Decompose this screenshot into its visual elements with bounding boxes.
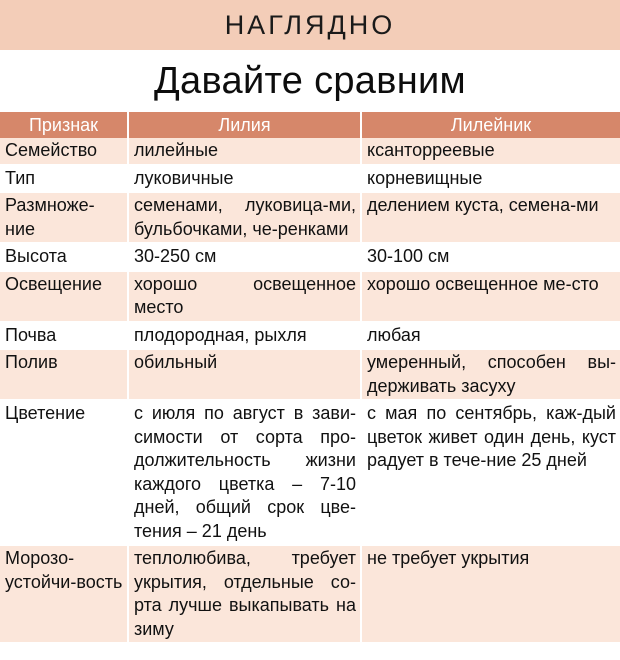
daylily-cell: корневищные — [367, 167, 483, 188]
daylily-cell: ксанторреевые — [361, 138, 620, 165]
table-row — [0, 349, 620, 400]
table-row — [0, 138, 620, 165]
rubric-banner: НАГЛЯДНО — [0, 0, 620, 50]
lily-cell: лилейные — [128, 138, 361, 165]
lily-cell: обильный — [128, 349, 361, 400]
lily-cell: плодородная, рыхля — [128, 322, 361, 350]
table-row — [0, 400, 620, 545]
daylily-cell: 30-100 см — [367, 246, 450, 266]
feature-cell: Размноже-ние — [0, 192, 128, 243]
table-row — [0, 545, 620, 643]
table-row — [0, 322, 620, 350]
feature-cell: Морозо-устойчи-вость — [0, 545, 128, 643]
daylily-cell: умеренный, способен вы-держивать засуху — [361, 349, 620, 400]
feature-cell: Высота — [0, 243, 128, 271]
feature-cell: Освещение — [0, 271, 128, 322]
page-title: Давайте сравним — [154, 59, 466, 102]
lily-cell: хорошо освещенное место — [128, 271, 361, 322]
lily-cell: семенами, луковица-ми, бульбочками, че-ренками — [128, 192, 361, 243]
table-row — [0, 192, 620, 243]
lily-cell: 30-250 см — [128, 243, 361, 271]
daylily-cell: хорошо освещенное ме-сто — [361, 271, 620, 322]
column-header-daylily: Лилейник — [361, 112, 620, 138]
feature-cell: Полив — [0, 349, 128, 400]
feature-cell: Тип — [0, 165, 128, 193]
lily-cell: луковичные — [128, 165, 361, 193]
daylily-cell: не требует укрытия — [361, 545, 620, 643]
table-row — [0, 271, 620, 322]
daylily-cell: делением куста, семена-ми — [361, 192, 620, 243]
feature-cell: Семейство — [0, 138, 128, 165]
table-row — [0, 165, 620, 193]
lily-cell: с июля по август в зави-симости от сорта про-должительность жизни каждого цветка – 7-10 дней, общий срок цве-тения – 21 день — [128, 400, 361, 545]
daylily-cell: любая — [367, 324, 421, 345]
feature-cell: Цветение — [0, 400, 128, 545]
table-header-row — [0, 112, 620, 138]
column-header-feature: Признак — [0, 112, 128, 138]
comparison-table — [0, 112, 620, 644]
table-row — [0, 243, 620, 271]
lily-cell: теплолюбива, требует укрытия, отдельные со-рта лучше выкапывать на зиму — [128, 545, 361, 643]
feature-cell: Почва — [0, 322, 128, 350]
daylily-cell: с мая по сентябрь, каж-дый цветок живет один день, куст радует в тече-ние 25 дней — [367, 403, 616, 470]
column-header-lily: Лилия — [128, 112, 361, 138]
